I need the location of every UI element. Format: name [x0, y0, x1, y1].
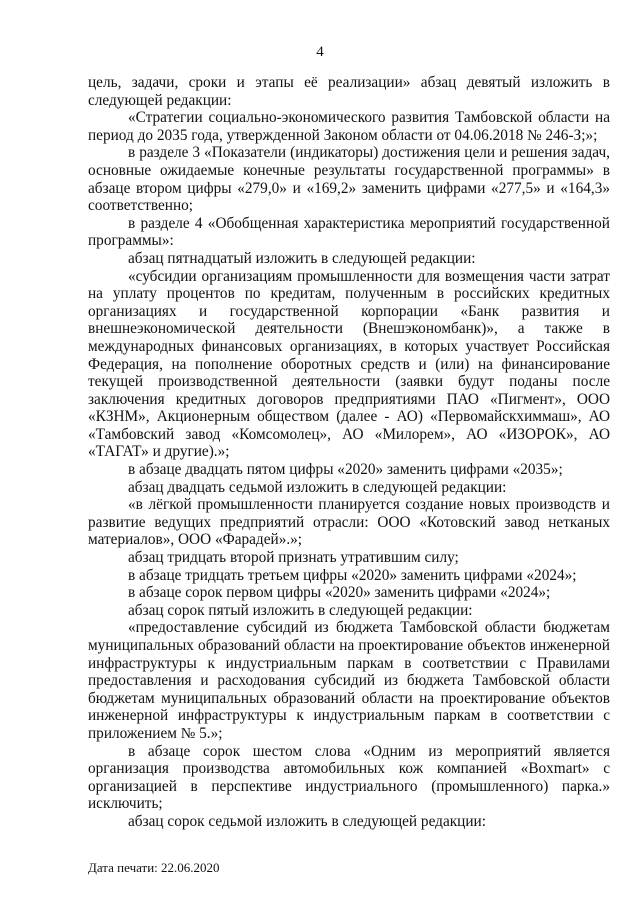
paragraph: «предоставление субсидий из бюджета Тамбовской области бюджетам муниципальных образований области на проектирование объектов инженерной инфраструктуры к индустриальным паркам в соответствии с Правилами предоставления и расходования субсидий из бюджета Тамбовской области бюджетам муниципальных образований области на проектирование объектов инженерной инфраструктуры к индустриальным паркам в соответствии с приложением № 5.»;: [88, 619, 610, 742]
paragraph: абзац пятнадцатый изложить в следующей редакции:: [128, 249, 476, 267]
paragraph: абзац сорок седьмой изложить в следующей редакции:: [128, 812, 486, 830]
paragraph: абзац сорок пятый изложить в следующей редакции:: [128, 601, 473, 619]
paragraph: в абзаце двадцать пятом цифры «2020» заменить цифрами «2035»;: [128, 461, 563, 479]
paragraph: в абзаце тридцать третьем цифры «2020» заменить цифрами «2024»;: [128, 566, 577, 584]
paragraph: «Стратегии социально-экономического развития Тамбовской области на период до 2035 года, утвержденной Законом области от 04.06.2018 № 246-З;»;: [88, 109, 610, 144]
paragraph: цель, задачи, сроки и этапы её реализации» абзац девятый изложить в следующей редакции:: [88, 74, 610, 109]
paragraph: в абзаце сорок шестом слова «Одним из мероприятий является организация производства автомобильных кож компанией «Boxmart» с организацией в перспективе индустриального (промышленного) парка.» исключить;: [88, 742, 610, 813]
paragraph: абзац тридцать второй признать утратившим силу;: [128, 549, 459, 567]
print-date-footer: Дата печати: 22.06.2020: [88, 860, 220, 875]
document-body: [88, 74, 610, 831]
paragraph: в разделе 4 «Обобщенная характеристика мероприятий государственной программы»:: [88, 214, 610, 250]
paragraph: в разделе 3 «Показатели (индикаторы) достижения цели и решения задач, основные ожидаемые конечные результаты государственной программы» в абзаце втором цифры «279,0» и «169,2» заменить цифрами «277,5» и «164,3» соответственно;: [88, 144, 610, 215]
page-number: 4: [316, 44, 324, 60]
paragraph: в абзаце сорок первом цифры «2020» заменить цифрами «2024»;: [128, 584, 551, 602]
paragraph: «в лёгкой промышленности планируется создание новых производств и развитие ведущих предприятий отрасли: ООО «Котовский завод нетканых материалов», ООО «Фарадей».»;: [88, 496, 610, 549]
paragraph: «субсидии организациям промышленности для возмещения части затрат на уплату процентов по кредитам, полученным в российских кредитных организациях и государственной корпорации «Банк развития и внешнеэкономической деятельности (Внешэкономбанк)», а также в международных финансовых организациях, в которых участвует Российская Федерация, на пополнение оборотных средств и (или) на финансирование текущей производственной деятельности (заявки будут поданы после заключения кредитных договоров предприятиями ПАО «Пигмент», ООО «КЗНМ», Акционерным обществом (далее - АО) «Первомайскхиммаш», АО «Тамбовский завод «Комсомолец», АО «Милорем», АО «ИЗОРОК», АО «ТАГАТ» и другие).»;: [88, 267, 610, 461]
paragraph: абзац двадцать седьмой изложить в следующей редакции:: [128, 478, 507, 496]
